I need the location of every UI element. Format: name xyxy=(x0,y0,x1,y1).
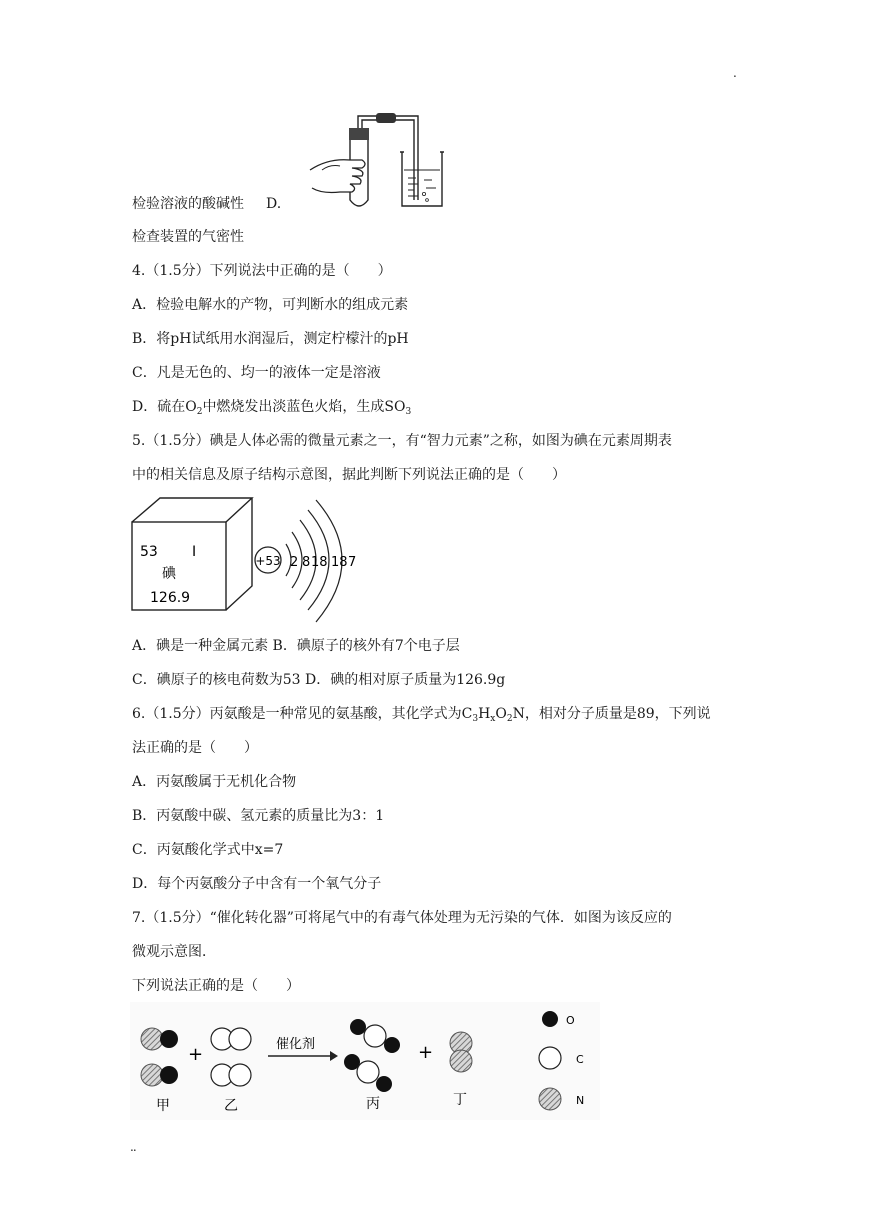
q4-option-d-sub2: 3 xyxy=(405,407,412,417)
q4-option-d-pre: D．硫在O xyxy=(132,399,197,415)
legend-n-label: N xyxy=(576,1094,585,1107)
q5-stem-line2: 中的相关信息及原子结构示意图，据此判断下列说法正确的是（ ） xyxy=(132,467,566,483)
header-mark: . xyxy=(733,66,737,80)
q6-sub-c: 3 xyxy=(472,714,479,724)
q3-option-c-tail xyxy=(132,194,281,214)
element-name: 碘 xyxy=(162,566,176,582)
q6-stem-line2: 法正确的是（ ） xyxy=(132,740,258,756)
shell-2-electrons: 8 xyxy=(302,555,311,570)
catalyst-label: 催化剂 xyxy=(276,1037,316,1052)
element-mass: 126.9 xyxy=(150,590,191,606)
legend-c-label: C xyxy=(576,1053,584,1066)
element-number: 53 xyxy=(140,544,158,560)
q4-option-a: A．检验电解水的产物，可判断水的组成元素 xyxy=(132,297,409,313)
q4-option-c: C．凡是无色的、均一的液体一定是溶液 xyxy=(132,365,381,381)
q6-stem-pre: 6.（1.5分）丙氨酸是一种常见的氨基酸，其化学式为C xyxy=(132,706,473,722)
q4-stem: 4.（1.5分）下列说法中正确的是（ ） xyxy=(132,263,392,279)
shell-5-electrons: 7 xyxy=(348,555,357,570)
q5-options-ab: A．碘是一种金属元素 B．碘原子的核外有7个电子层 xyxy=(132,638,460,654)
reaction-microscopic-diagram xyxy=(130,1002,600,1120)
q6-o: O xyxy=(495,706,507,722)
airtightness-apparatus-figure xyxy=(300,108,450,212)
q7-stem-line3: 下列说法正确的是（ ） xyxy=(132,978,300,994)
q4-option-d xyxy=(132,397,411,422)
q6-option-d: D．每个丙氨酸分子中含有一个氧气分子 xyxy=(132,876,382,892)
q6-option-c: C．丙氨酸化学式中x=7 xyxy=(132,842,284,858)
plus-sign-1: + xyxy=(188,1044,204,1065)
product-ding-label: 丁 xyxy=(453,1092,467,1108)
q6-h: H xyxy=(478,706,491,722)
q6-sub-o: 2 xyxy=(506,714,513,724)
q6-sub-h: x xyxy=(490,714,496,724)
q3-line1-text: 检验溶液的酸碱性 xyxy=(132,196,244,212)
q7-stem-line2: 微观示意图． xyxy=(132,944,216,960)
legend-o-label: O xyxy=(566,1014,575,1027)
shell-3-electrons: 18 xyxy=(311,555,328,570)
reactant-yi-label: 乙 xyxy=(224,1098,238,1114)
shell-4-electrons: 18 xyxy=(331,555,348,570)
element-cube xyxy=(132,498,252,610)
nucleus-label: +53 xyxy=(255,554,281,568)
q7-stem-line1: 7.（1.5分）“催化转化器”可将尾气中的有毒气体处理为无污染的气体．如图为该反应的 xyxy=(132,910,672,926)
q4-option-d-mid: 中燃烧发出淡蓝色火焰，生成SO xyxy=(202,399,406,415)
q6-stem-line1 xyxy=(132,704,711,729)
plus-sign-2: + xyxy=(418,1042,434,1063)
q6-stem-post: N，相对分子质量是89，下列说 xyxy=(512,706,711,722)
iodine-element-figure xyxy=(128,494,368,624)
q6-option-b: B．丙氨酸中碳、氢元素的质量比为3：1 xyxy=(132,808,385,824)
q4-option-b: B．将pH试纸用水润湿后，测定柠檬汁的pH xyxy=(132,331,409,347)
q3-option-d-text: 检查装置的气密性 xyxy=(132,229,244,245)
product-bing-label: 丙 xyxy=(366,1096,380,1112)
element-symbol: I xyxy=(192,544,197,560)
atomic-structure-diagram xyxy=(255,500,356,622)
shell-1-electrons: 2 xyxy=(290,555,299,570)
q4-option-d-sub1: 2 xyxy=(196,407,203,417)
q3-option-d-label: D. xyxy=(266,196,282,212)
q5-options-cd: C．碘原子的核电荷数为53 D．碘的相对原子质量为126.9g xyxy=(132,672,506,688)
q6-option-a: A．丙氨酸属于无机化合物 xyxy=(132,774,297,790)
q5-stem-line1: 5.（1.5分）碘是人体必需的微量元素之一，有“智力元素”之称，如图为碘在元素周期表 xyxy=(132,433,672,449)
footer-mark: .. xyxy=(130,1140,136,1154)
reactant-jia-label: 甲 xyxy=(156,1098,170,1114)
